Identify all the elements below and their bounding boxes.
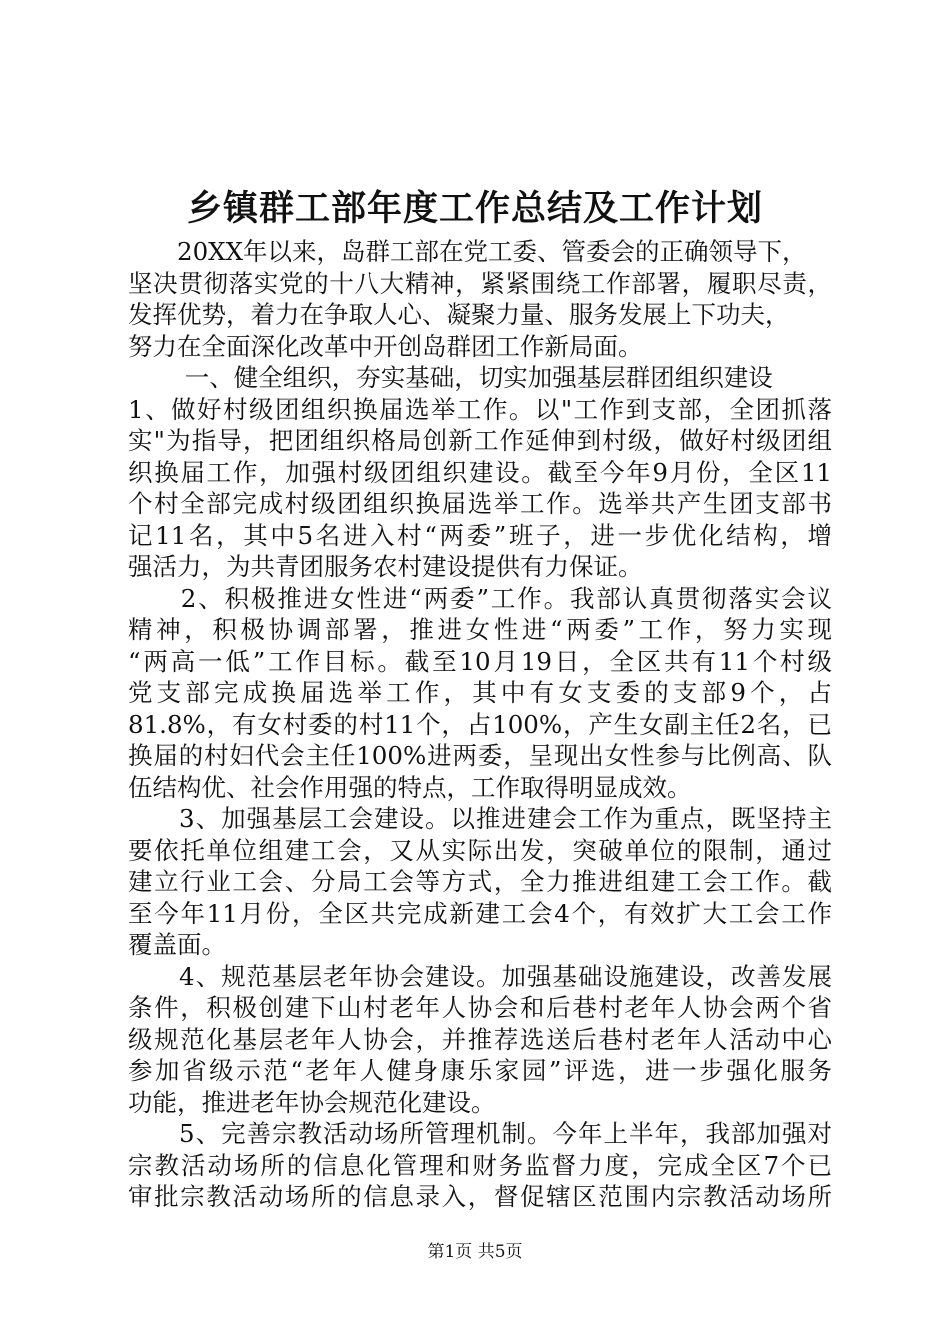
document-title: 乡镇群工部年度工作总结及工作计划 [186,188,763,229]
body-line: 至今年11月份，全区共完成新建工会4个，有效扩大工会工作 [128,898,832,928]
body-line: 3、加强基层工会建设。以推进建会工作为重点，既坚持主 [128,804,832,833]
body-line: 实"为指导，把团组织格局创新工作延伸到村级，做好村级团组 [128,426,832,455]
body-line: 级规范化基层老年人协会，并推荐选送后巷村老年人活动中心 [128,1024,832,1054]
body-line: 81.8%，有女村委的村11个，占100%，产生女副主任2名，已 [128,709,832,739]
body-line: 织换届工作，加强村级团组织建设。截至今年9月份，全区11 [128,457,832,487]
body-line: 精神，积极协调部署，推进女性进“两委”工作，努力实现 [128,615,832,644]
body-line: 换届的村妇代会主任100%进两委，呈现出女性参与比例高、队 [128,741,832,770]
body-line: 发挥优势，着力在争取人心、凝聚力量、服务发展上下功夫， [128,300,790,329]
body-line: 努力在全面深化改革中开创岛群团工作新局面。 [128,331,643,361]
body-line: 1、做好村级团组织换届选举工作。以"工作到支部，全团抓落 [128,394,832,424]
body-line: 20XX年以来，岛群工部在党工委、管委会的正确领导下， [128,237,807,266]
body-line: 建立行业工会、分局工会等方式，全力推进组建工会工作。截 [128,867,832,896]
body-line: “两高一低”工作目标。截至10月19日，全区共有11个村级 [128,646,832,676]
body-line: 伍结构优、社会作用强的特点，工作取得明显成效。 [128,772,692,802]
body-line: 要依托单位组建工会，又从实际出发，突破单位的限制，通过 [128,835,832,865]
body-line: 一、健全组织，夯实基础，切实加强基层群团组织建设 [128,363,773,392]
document-body [128,236,832,1213]
body-line: 党支部完成换届选举工作，其中有女支委的支部9个，占 [128,678,832,707]
body-line: 宗教活动场所的信息化管理和财务监督力度，完成全区7个已 [128,1150,832,1180]
body-line: 覆盖面。 [128,930,226,959]
body-line: 条件，积极创建下山村老年人协会和后巷村老年人协会两个省 [128,993,832,1022]
body-line: 记11名，其中5名进入村“两委”班子，进一步优化结构，增 [128,520,832,550]
body-line: 强活力，为共青团服务农村建设提供有力保证。 [128,552,643,581]
body-line: 参加省级示范“老年人健身康乐家园”评选，进一步强化服务 [128,1056,832,1085]
body-line: 功能，推进老年协会规范化建设。 [128,1087,496,1117]
body-line: 2、积极推进女性进“两委”工作。我部认真贯彻落实会议 [128,583,832,613]
body-line: 4、规范基层老年协会建设。加强基础设施建设，改善发展 [128,961,832,991]
body-line: 审批宗教活动场所的信息录入，督促辖区范围内宗教活动场所 [128,1182,832,1211]
body-line: 个村全部完成村级团组织换届选举工作。选举共产生团支部书 [128,489,832,518]
body-line: 5、完善宗教活动场所管理机制。今年上半年，我部加强对 [128,1119,832,1148]
page-footer: 第1页 共5页 [427,1242,523,1262]
body-line: 坚决贯彻落实党的十八大精神，紧紧围绕工作部署，履职尽责， [128,268,832,298]
